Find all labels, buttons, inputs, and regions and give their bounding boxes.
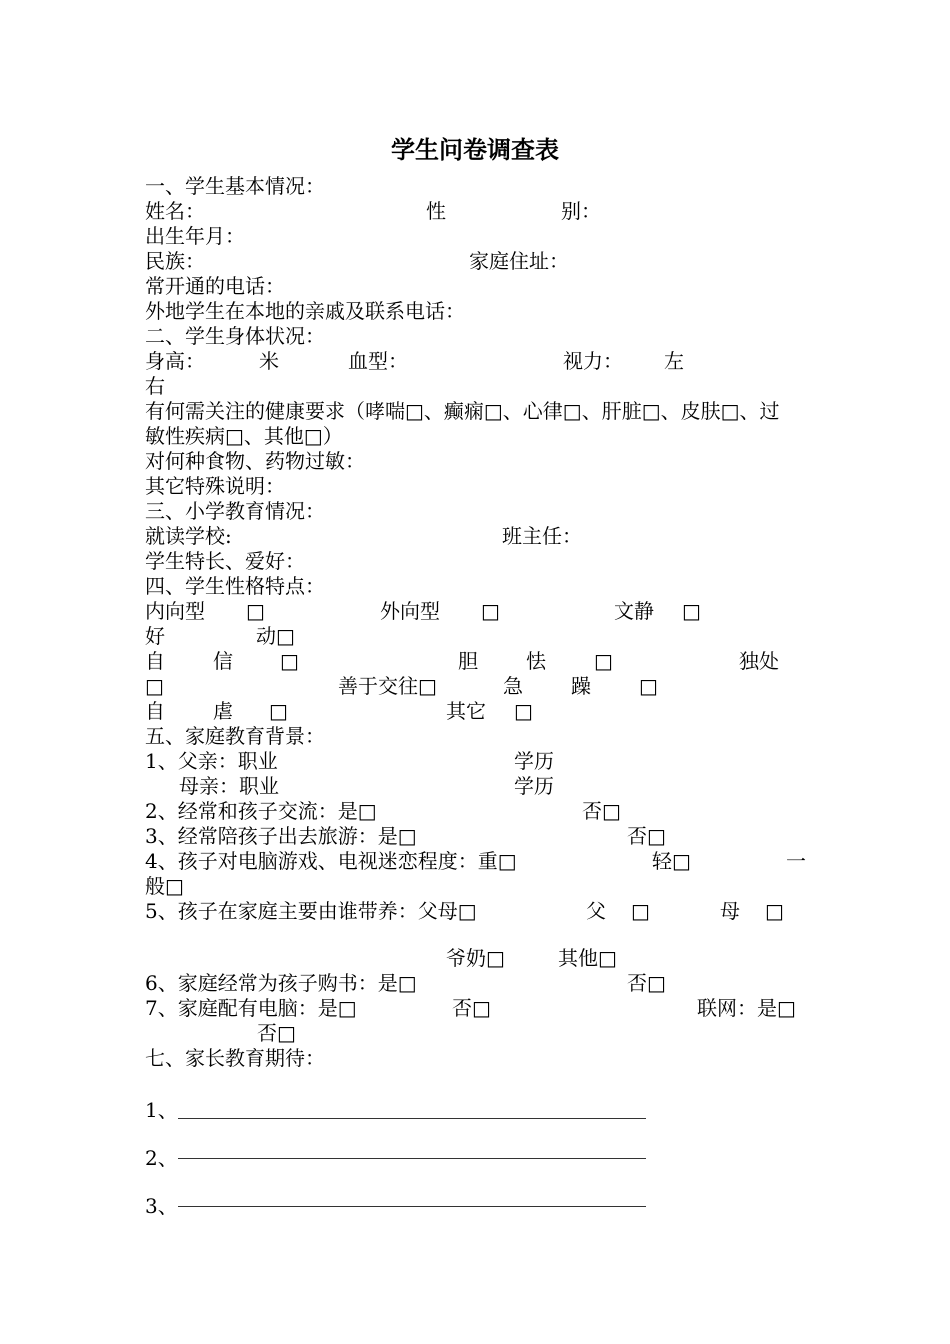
birth-label: 出生年月： [145,224,245,248]
mother-edu-label: 学历 [514,774,554,798]
q2-communicate: 2、经常和孩子交流：是□ [145,799,377,823]
timid-label-2: 怯 [526,649,546,673]
self-harm-checkbox[interactable]: □ [269,699,288,723]
blood-label: 血型： [348,349,408,373]
name-label: 姓名： [145,199,205,223]
ethnic-label: 民族： [145,249,205,273]
allergy-label: 对何种食物、药物过敏： [145,449,365,473]
q3-no-option[interactable]: 否□ [627,824,666,848]
vision-left: 左 [664,349,684,373]
q5-caregiver: 5、孩子在家庭主要由谁带养：父母□ [145,899,477,923]
other-checkbox[interactable]: □ [514,699,533,723]
active-label-2: 动□ [256,624,295,648]
gender-label-2: 别： [561,199,601,223]
q4-normal-label-1: 一 [786,849,806,873]
confident-label-2: 信 [213,649,233,673]
q7-no-option[interactable]: 否□ [452,996,491,1020]
expectation-1-number: 1、 [145,1098,178,1122]
q7-internet-no[interactable]: 否□ [257,1021,296,1045]
special-label: 其它特殊说明： [145,474,285,498]
active-label-1: 好 [145,624,165,648]
meter-unit: 米 [259,349,279,373]
q5-father-checkbox[interactable]: □ [631,899,650,923]
expectation-2-line[interactable] [178,1157,646,1159]
self-harm-label-1: 自 [145,699,165,723]
gender-label-1: 性 [426,199,446,223]
hasty-label-2: 躁 [571,674,591,698]
q6-books: 6、家庭经常为孩子购书：是□ [145,971,417,995]
confident-label-1: 自 [145,649,165,673]
father-edu-label: 学历 [514,749,554,773]
mother-job-label: 母亲：职业 [179,774,279,798]
address-label: 家庭住址： [469,249,569,273]
q7-computer: 7、家庭配有电脑：是□ [145,996,357,1020]
section-7-heading: 七、家长教育期待： [145,1046,325,1070]
school-label: 就读学校: [145,524,232,548]
page-title: 学生问卷调查表 [391,135,559,164]
hasty-checkbox[interactable]: □ [639,674,658,698]
alone-checkbox[interactable]: □ [145,674,164,698]
vision-label: 视力： [563,349,623,373]
quiet-label: 文静 [614,599,654,623]
q4-addiction: 4、孩子对电脑游戏、电视迷恋程度：重□ [145,849,517,873]
other-label: 其它 [446,699,486,723]
expectation-2-number: 2、 [145,1146,178,1170]
alone-label: 独处 [739,649,779,673]
extrovert-label: 外向型 [380,599,440,623]
teacher-label: 班主任： [502,524,582,548]
introvert-label: 内向型 [145,599,205,623]
height-label: 身高： [145,349,205,373]
expectation-3-line[interactable] [178,1205,646,1207]
expectation-3-number: 3、 [145,1194,178,1218]
section-1-heading: 一、学生基本情况： [145,174,325,198]
section-2-heading: 二、学生身体状况： [145,324,325,348]
q4-normal-option[interactable]: 般□ [145,874,184,898]
extrovert-checkbox[interactable]: □ [481,599,500,623]
quiet-checkbox[interactable]: □ [682,599,701,623]
health-line-2: 敏性疾病□、其他□） [145,424,343,448]
q7-internet-yes[interactable]: 联网：是□ [697,996,796,1020]
q5-mother-checkbox[interactable]: □ [765,899,784,923]
introvert-checkbox[interactable]: □ [246,599,265,623]
self-harm-label-2: 虐 [213,699,233,723]
section-3-heading: 三、小学教育情况： [145,499,325,523]
phone-label: 常开通的电话： [145,274,285,298]
social-label: 善于交往□ [338,674,437,698]
hobby-label: 学生特长、爱好： [145,549,305,573]
q5-father-label: 父 [586,899,606,923]
vision-right: 右 [145,374,165,398]
section-5-heading: 五、家庭教育背景： [145,724,325,748]
section-4-heading: 四、学生性格特点： [145,574,325,598]
father-job-label: 1、父亲：职业 [145,749,278,773]
confident-checkbox[interactable]: □ [280,649,299,673]
q2-no-option[interactable]: 否□ [582,799,621,823]
expectation-1-line[interactable] [178,1117,646,1119]
timid-label-1: 胆 [458,649,478,673]
q5-grandparents-option[interactable]: 爷奶□ [446,946,505,970]
hasty-label-1: 急 [503,674,523,698]
relative-label: 外地学生在本地的亲戚及联系电话： [145,299,465,323]
health-line-1: 有何需关注的健康要求（哮喘□、癫痫□、心律□、肝脏□、皮肤□、过 [145,399,780,423]
q6-no-option[interactable]: 否□ [627,971,666,995]
timid-checkbox[interactable]: □ [594,649,613,673]
q5-mother-label: 母 [720,899,740,923]
q5-other-option[interactable]: 其他□ [558,946,617,970]
q4-light-option[interactable]: 轻□ [652,849,691,873]
q3-travel: 3、经常陪孩子出去旅游：是□ [145,824,417,848]
